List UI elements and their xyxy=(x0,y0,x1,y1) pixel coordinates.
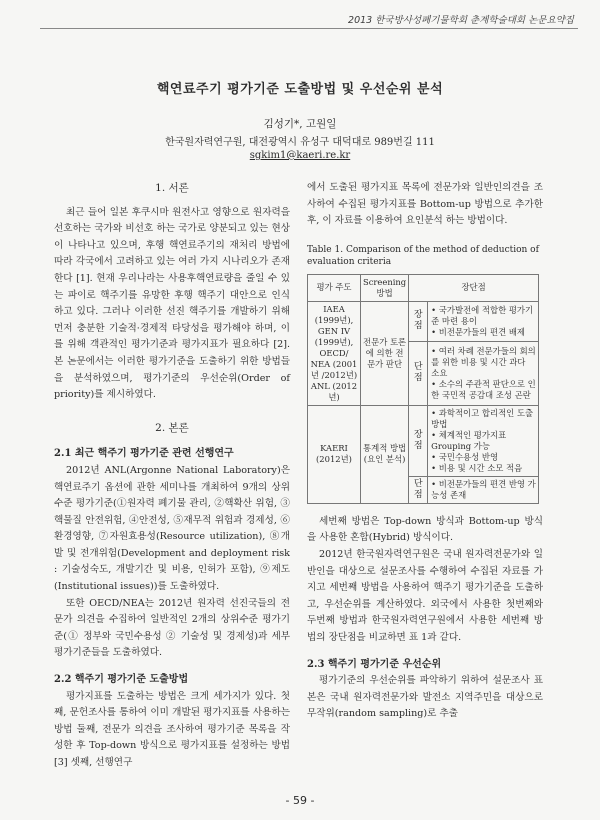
section-2-heading: 2. 본론 xyxy=(155,421,189,434)
right-column xyxy=(307,180,543,723)
table-row xyxy=(308,301,539,341)
comparison-table xyxy=(307,274,539,504)
table-header-pros-cons: 장단점 xyxy=(409,274,539,301)
list-item: • 비전문가들의 편견 반영 가능성 존재 xyxy=(431,478,536,500)
table-header-row xyxy=(308,274,539,301)
list-item: • 비용 및 시간 소모 적음 xyxy=(431,462,523,473)
list-item: • 비전문가들의 편견 배제 xyxy=(431,326,526,337)
affiliation-line: 한국원자력연구원, 대전광역시 유성구 대덕대로 989번길 111 xyxy=(165,137,435,148)
page-number: - 59 - xyxy=(285,794,315,807)
table-cell-pros-label: 장점 xyxy=(409,405,428,476)
table-cell-cons xyxy=(428,342,539,406)
table-cell-method: 통계적 방법 (요인 분석) xyxy=(361,405,409,503)
list-item: • 국민수용성 반영 xyxy=(431,451,499,462)
left-column xyxy=(54,180,290,772)
table-cell-cons xyxy=(428,476,539,503)
list-item: • 국가발전에 적합한 평가기준 마련 용이 xyxy=(431,304,534,326)
table-row xyxy=(308,405,539,476)
table-cell-pros xyxy=(428,301,539,341)
subsection-2-1-heading: 2.1 최근 핵주기 평가기준 관련 선행연구 xyxy=(54,448,234,460)
right-top-paragraph: 에서 도출된 평가지표 목록에 전문가와 일반인의견을 조사하여 수집된 평가지표를 Bottom-up 방법으로 추가한 후, 이 자료를 이용하여 요인분석 하는 방법이다. xyxy=(307,182,543,227)
running-header: 2013 한국방사성폐기물학회 춘계학술대회 논문요약집 xyxy=(348,15,574,26)
paper-title: 핵연료주기 평가기준 도출방법 및 우선순위 분석 xyxy=(156,82,444,97)
after-table-paragraph-1: 세번째 방법은 Top-down 방식과 Bottom-up 방식을 사용한 혼합(Hybrid) 방식이다. xyxy=(307,515,543,544)
subsection-2-3-paragraph: 평가기준의 우선순위를 파악하기 위하여 설문조사 표본은 국내 원자력전문가와 발전소 지역주민을 대상으로 무작위(random sampling)로 추출 xyxy=(307,675,543,720)
table-header-method: Screening 방법 xyxy=(361,274,409,301)
subsection-2-3-heading: 2.3 핵주기 평가기준 우선순위 xyxy=(307,658,442,670)
table-cell-cons-label: 단점 xyxy=(409,342,428,406)
table-cell-cons-label: 단점 xyxy=(409,476,428,503)
after-table-paragraph-2: 2012년 한국원자력연구원은 국내 원자력전문가와 일반인을 대상으로 설문조사를 수행하여 수집된 자료를 가지고 세번째 방법을 사용하여 핵주기 평가기준을 도출하고, 우선순위를 계산하였다. 외국에서 사용한 첫번째와 두번째 방법과 한국원자력연구원에서 사용한 세번째 방법의 장단점을 비교하면 표 1과 같다. xyxy=(307,548,543,643)
list-item: • 여러 차례 전문가들의 회의를 위한 비용 및 시간 과다 소요 xyxy=(431,345,536,378)
subsection-2-1-paragraph-2: 또한 OECD/NEA는 2012년 원자력 선진국들의 전문가 의견을 수집하여 일반적인 2개의 상위수준 평가기준(① 정부와 국민수용성 ② 기술성 및 경제성)과 세부 평가기준들을 도출하였다. xyxy=(54,597,290,659)
table-header-org: 평가 주도 xyxy=(308,274,361,301)
table-cell-pros-label: 장점 xyxy=(409,301,428,341)
header-rule xyxy=(40,28,578,29)
subsection-2-2-heading: 2.2 핵주기 평가기준 도출방법 xyxy=(54,674,189,686)
author-line: 김성기*, 고원일 xyxy=(263,118,337,130)
section-1-heading: 1. 서론 xyxy=(155,182,189,194)
subsection-2-1-paragraph-1: 2012년 ANL(Argonne National Laboratory)은 핵연료주기 옵션에 관한 세미나를 개최하여 9개의 상위수준 평가기준(①원자력 폐기물 관리, ②핵확산 위험, ③핵물질 안전위험, ④안전성, ⑤재무적 위험과 경제성, ⑥환경영향, ⑦자원효용성(Resource utilization), ⑧개발 및 전개위험(Development and deployment risk : 기술성숙도, 개발기간 및 비용, 인허가 포함), ⑨제도(Institutional issues))를 도출하였다. xyxy=(54,464,290,593)
subsection-2-2-paragraph: 평가지표를 도출하는 방법은 크게 세가지가 있다. 첫째, 문헌조사를 통하여 이미 개발된 평가지표를 사용하는 방법 둘째, 전문가 의견을 조사하여 평가기준 목록을 작성한 후 Top-down 방식으로 평가지표를 설정하는 방법 [3] 셋째, 선행연구 xyxy=(54,690,290,768)
table-cell-method: 전문가 토론에 의한 전문가 판단 xyxy=(361,301,409,405)
section-1-paragraph: 최근 들어 일본 후쿠시마 원전사고 영향으로 원자력을 선호하는 국가와 비선호 하는 국가로 양분되고 있는 현상이 나타나고 있으며, 후행 핵연료주기의 재처리 방법에 따라 각국에서 고려하고 있는 여러 가지 시나리오가 존재한다 [1]. 현재 우리나라는 사용후핵연료량을 줄일 수 있는 파이로 핵주기를 유망한 후행 핵주기 대안으로 인식 하고 있다. 그러나 이러한 선진 핵주기를 개발하기 위해 먼저 충분한 기술적·경제적 타당성을 평가해야 하며, 이를 위해 객관적인 평가기준과 평가지표가 필요하다 [2]. 본 논문에서는 이러한 평가기준을 도출하기 위한 방법들을 분석하였으며, 평가기준의 우선순위(Order of priority)를 제시하였다. xyxy=(54,206,290,401)
email-link[interactable]: sgkim1@kaeri.re.kr xyxy=(249,150,351,161)
list-item: • 과학적이고 합리적인 도출방법 xyxy=(431,407,534,429)
list-item: • 체계적인 평가지표 Grouping 가능 xyxy=(431,429,507,451)
table-caption: Table 1. Comparison of the method of deduction of evaluation criteria xyxy=(307,244,539,267)
table-cell-org: KAERI (2012년) xyxy=(308,405,361,503)
table-cell-pros xyxy=(428,405,539,476)
table-cell-org: IAEA (1999년), GEN IV (1999년), OECD/ NEA (2001년 /2012년) ANL (2012년) xyxy=(308,301,361,405)
list-item: • 소수의 주관적 판단으로 인한 국민적 공감대 조성 곤란 xyxy=(431,378,536,400)
